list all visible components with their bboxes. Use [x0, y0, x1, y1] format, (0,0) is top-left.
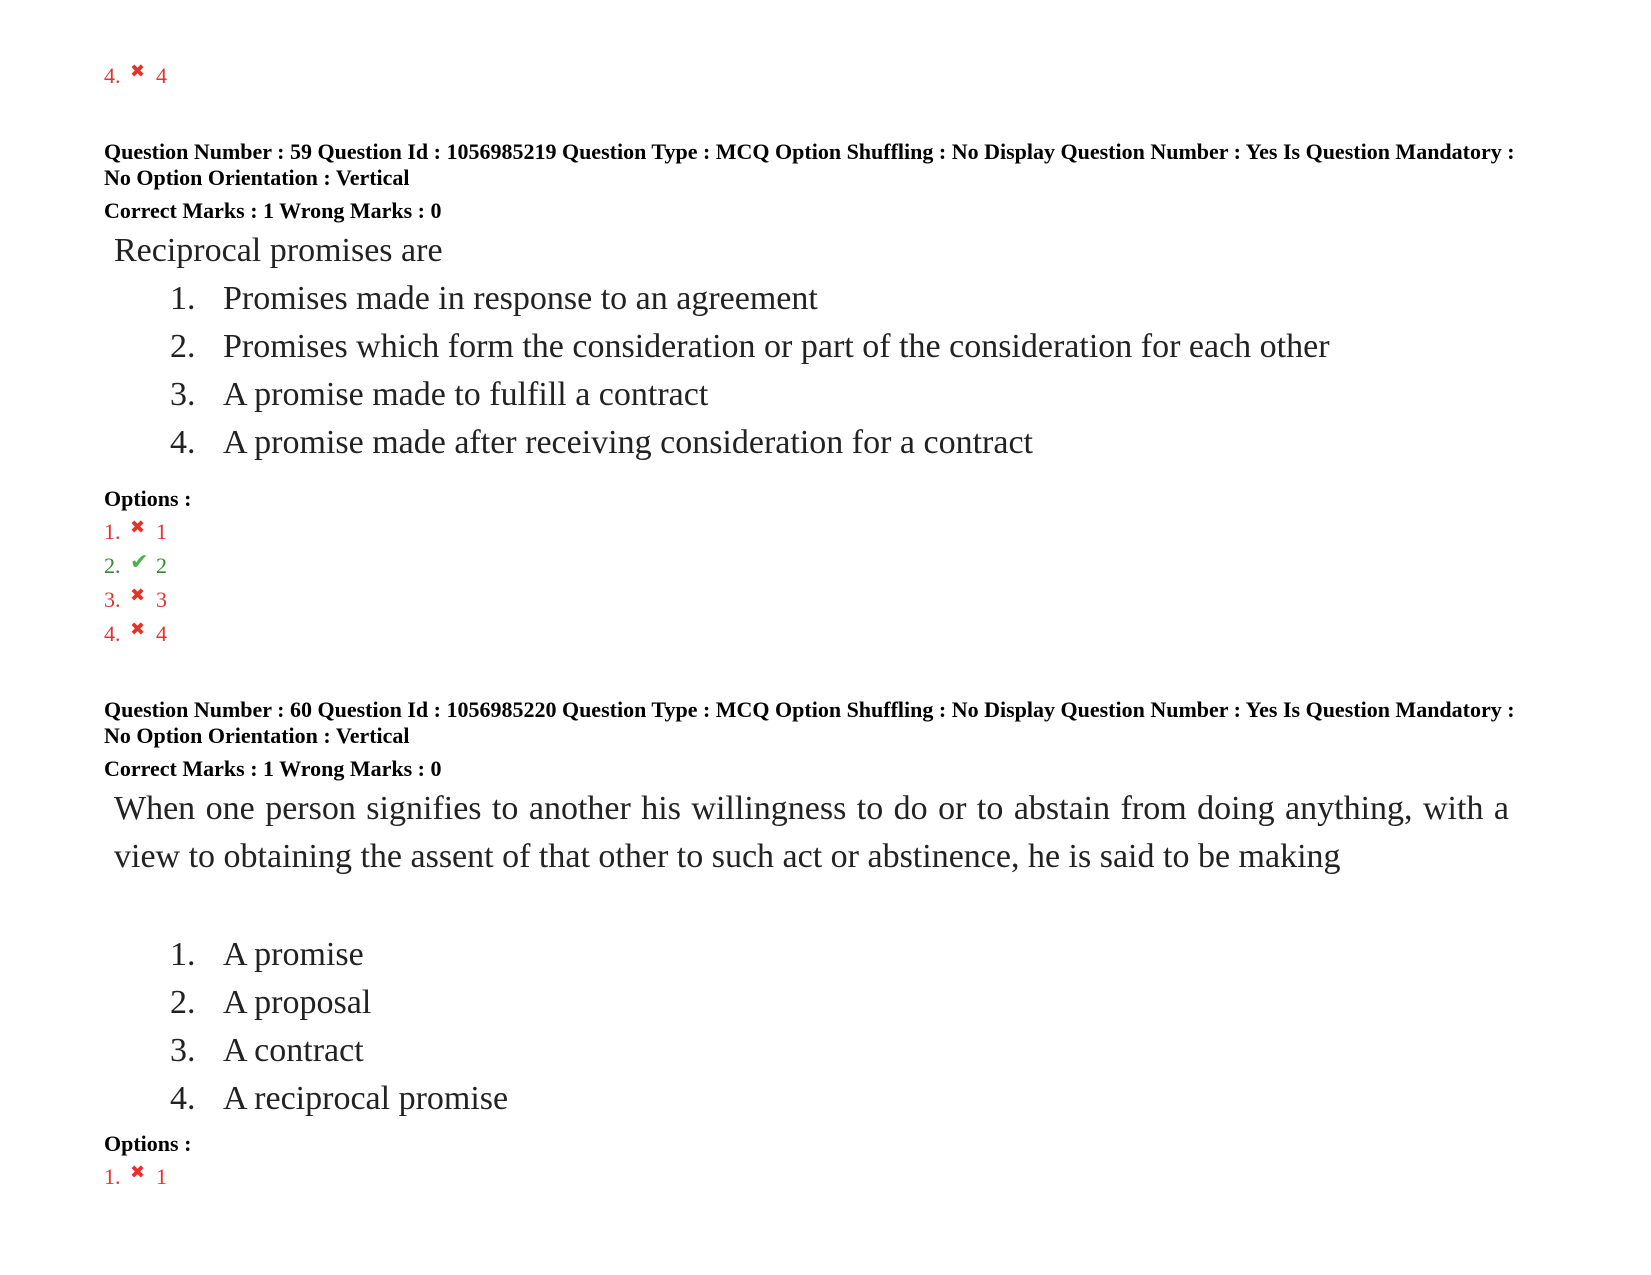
- choice-text: A promise made after receiving consideration for a contract: [223, 424, 1033, 461]
- choice-text: A proposal: [223, 984, 372, 1021]
- option-number: 1.: [104, 519, 121, 544]
- option-label: 2: [156, 553, 167, 578]
- choice-item: [170, 1075, 508, 1123]
- choice-number: 1.: [170, 936, 196, 973]
- choice-item: [170, 979, 508, 1027]
- question-59-option-1: [104, 519, 167, 546]
- option-label: 4: [156, 63, 167, 88]
- option-number: 1.: [104, 1164, 121, 1189]
- option-number: 3.: [104, 587, 121, 612]
- question-59-option-3: [104, 587, 167, 614]
- choice-number: 3.: [170, 376, 196, 413]
- option-label: 4: [156, 621, 167, 646]
- option-label: 1: [156, 519, 167, 544]
- question-59-text: Reciprocal promises are: [114, 232, 443, 269]
- choice-text: Promises which form the consideration or part of the consideration for each other: [223, 328, 1330, 365]
- cross-icon: ✖: [130, 619, 146, 639]
- check-icon: ✔: [130, 549, 149, 574]
- question-60-option-1: [104, 1164, 167, 1191]
- cross-icon: ✖: [130, 61, 146, 81]
- choice-item: [170, 275, 1330, 323]
- question-60-options-label: Options :: [104, 1131, 192, 1156]
- question-59-option-4: [104, 621, 167, 648]
- option-number: 4.: [104, 621, 121, 646]
- choice-text: A contract: [223, 1032, 364, 1069]
- choice-number: 4.: [170, 424, 196, 461]
- question-60-marks: Correct Marks : 1 Wrong Marks : 0: [104, 756, 442, 781]
- question-59-marks: Correct Marks : 1 Wrong Marks : 0: [104, 198, 442, 223]
- choice-number: 4.: [170, 1080, 196, 1117]
- question-59-meta: Question Number : 59 Question Id : 1056985219 Question Type : MCQ Option Shuffling : No Display Question Number : Yes Is Question Mandatory : No Option Orientation : Vertical: [104, 139, 1515, 190]
- cross-icon: ✖: [130, 1162, 146, 1182]
- choice-item: [170, 931, 508, 979]
- choice-text: A promise: [223, 936, 364, 973]
- prev-option-4: [104, 63, 167, 90]
- question-59-options-label: Options :: [104, 486, 192, 511]
- choice-text: A reciprocal promise: [223, 1080, 509, 1117]
- option-label: 1: [156, 1164, 167, 1189]
- choice-item: [170, 323, 1330, 371]
- choice-text: Promises made in response to an agreement: [223, 280, 818, 317]
- question-60-meta: Question Number : 60 Question Id : 1056985220 Question Type : MCQ Option Shuffling : No Display Question Number : Yes Is Question Mandatory : No Option Orientation : Vertical: [104, 697, 1515, 748]
- choice-item: [170, 419, 1330, 467]
- question-59-option-2: [104, 549, 167, 579]
- question-60-text: When one person signifies to another his willingness to do or to abstain from doing anything, with a view to obtaining the assent of that other to such act or abstinence, he is said to be making: [114, 790, 1509, 875]
- choice-item: [170, 1027, 508, 1075]
- option-number: 2.: [104, 553, 121, 578]
- question-59-choices: [170, 275, 1330, 467]
- cross-icon: ✖: [130, 517, 146, 537]
- question-60-choices: [170, 931, 508, 1123]
- option-number: 4.: [104, 63, 121, 88]
- choice-number: 3.: [170, 1032, 196, 1069]
- choice-number: 2.: [170, 328, 196, 365]
- choice-number: 1.: [170, 280, 196, 317]
- choice-text: A promise made to fulfill a contract: [223, 376, 709, 413]
- cross-icon: ✖: [130, 585, 146, 605]
- choice-number: 2.: [170, 984, 196, 1021]
- choice-item: [170, 371, 1330, 419]
- option-label: 3: [156, 587, 167, 612]
